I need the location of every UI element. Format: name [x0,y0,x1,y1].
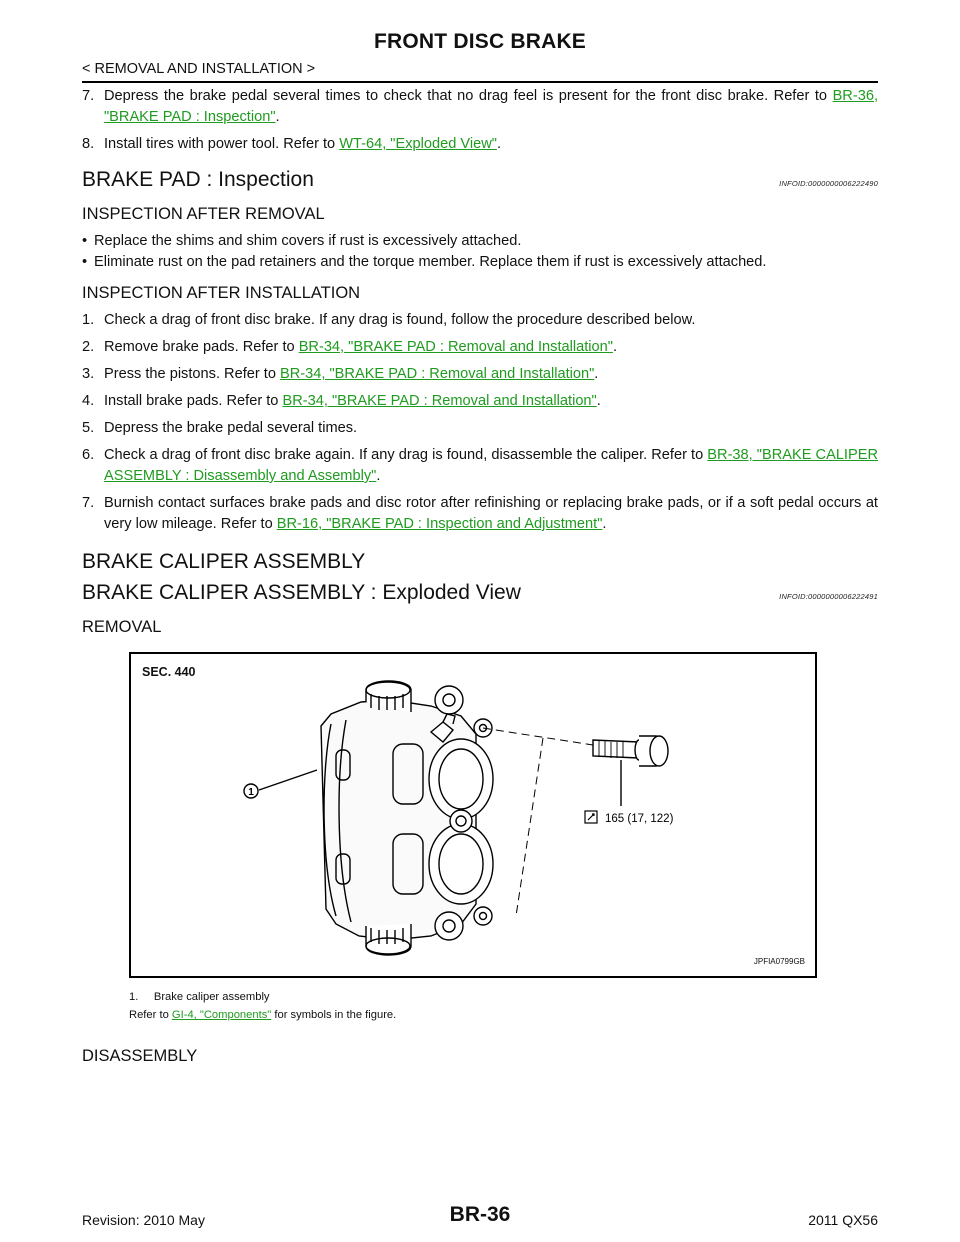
reference-link[interactable]: BR-16, "BRAKE PAD : Inspection and Adjustment" [276,516,603,532]
list-item [82,252,878,273]
step-text-pre: Depress the brake pedal several times. [104,420,358,436]
list-item [82,445,878,487]
step-text-pre: Press the pistons. Refer to [104,366,281,382]
step-text-post: . [496,136,502,152]
intro-steps [82,86,878,155]
step-text-pre: Remove brake pads. Refer to [104,339,299,355]
subsection-heading: INSPECTION AFTER REMOVAL [82,205,325,223]
torque-wrench-icon [585,811,597,823]
page-section-title: FRONT DISC BRAKE [373,30,587,53]
document-body [82,86,878,1073]
list-item [82,310,878,331]
step-text [104,310,878,331]
section-heading [82,582,878,607]
section-heading-text: BRAKE CALIPER ASSEMBLY [82,550,366,573]
section-heading [82,551,878,572]
breadcrumb: < REMOVAL AND INSTALLATION > [82,61,316,77]
list-item [82,337,878,358]
legend-item: 1. Brake caliper assembly [129,991,270,1003]
info-id: INFOID:0000000006222491 [779,592,878,601]
bullet-icon: • [82,254,88,270]
reference-link[interactable]: BR-38, "BRAKE CALIPER ASSEMBLY : Disassembly and Assembly" [104,447,878,484]
step-number: 3. [82,366,95,382]
step-text-post: . [275,109,280,125]
reference-link[interactable]: BR-34, "BRAKE PAD : Removal and Installation" [298,339,613,355]
step-number: 7. [82,88,95,104]
subsection-heading: DISASSEMBLY [82,1047,198,1065]
step-text-post: . [594,366,599,382]
step-text-pre: Install brake pads. Refer to [104,393,283,409]
step-text-pre: Burnish contact surfaces brake pads and disc rotor after refinishing or replacing brake pads, or if a soft pedal occurs at very low mileage. Refer to [104,495,878,532]
info-id: INFOID:0000000006222490 [779,179,878,188]
exploded-view-figure [129,652,817,978]
figure-legend [129,988,878,1024]
brake-caliper-drawing [131,654,815,976]
figure-section-label: SEC. 440 [142,665,196,679]
list-item [82,231,878,252]
step-text-post: . [376,468,381,484]
step-number: 7. [82,495,95,511]
subsection-heading: REMOVAL [82,618,162,636]
step-number: 1. [82,312,95,328]
list-item [82,493,878,535]
step-text [104,418,878,439]
step-text-post: . [596,393,601,409]
list-item [82,134,878,155]
model-label: 2011 QX56 [808,1212,878,1228]
step-text [104,134,878,155]
reference-link[interactable]: BR-36, "BRAKE PAD : Inspection" [104,88,878,125]
step-text [104,86,878,128]
inspection-steps [82,310,878,535]
legend-note-post: for symbols in the figure. [271,1009,397,1021]
callout-number: 1 [248,787,254,798]
list-item [82,418,878,439]
legend-note [129,1006,878,1024]
step-text [104,364,878,385]
header-divider [82,81,878,83]
list-item [82,364,878,385]
step-number: 4. [82,393,95,409]
step-text [104,337,878,358]
step-text [104,391,878,412]
step-number: 8. [82,136,95,152]
step-text-post: . [602,516,607,532]
step-text-post: . [612,339,618,355]
section-heading-text: BRAKE CALIPER ASSEMBLY : Exploded View [82,581,521,604]
bullet-text: Eliminate rust on the pad retainers and the torque member. Replace them if rust is excessively attached. [94,254,767,270]
bullet-list [82,231,878,273]
list-item [82,391,878,412]
step-text-pre: Install tires with power tool. Refer to [104,136,340,152]
torque-value: 165 (17, 122) [605,813,674,825]
reference-link[interactable]: BR-34, "BRAKE PAD : Removal and Installation" [280,366,595,382]
subsection-heading: INSPECTION AFTER INSTALLATION [82,284,361,302]
step-number: 5. [82,420,95,436]
step-text-pre: Check a drag of front disc brake. If any drag is found, follow the procedure described below. [104,312,696,328]
reference-link[interactable]: WT-64, "Exploded View" [339,136,497,152]
reference-link[interactable]: BR-34, "BRAKE PAD : Removal and Installation" [282,393,597,409]
step-text-pre: Depress the brake pedal several times to check that no drag feel is present for the front disc brake. Refer to [104,88,833,104]
section-heading-text: BRAKE PAD : Inspection [82,168,314,191]
reference-link[interactable]: GI-4, "Components" [171,1009,272,1021]
step-text-pre: Check a drag of front disc brake again. If any drag is found, disassemble the caliper. Refer to [104,447,708,463]
revision-label: Revision: 2010 May [82,1212,205,1228]
page-number: BR-36 [449,1203,511,1226]
section-heading [82,169,878,194]
figure-id: JPFIA0799GB [753,957,805,966]
bullet-icon: • [82,233,88,249]
step-number: 6. [82,447,95,463]
list-item [82,86,878,128]
bullet-text: Replace the shims and shim covers if rust is excessively attached. [94,233,522,249]
step-text [104,445,878,487]
step-number: 2. [82,339,95,355]
legend-note-pre: Refer to [129,1009,172,1021]
step-text [104,493,878,535]
